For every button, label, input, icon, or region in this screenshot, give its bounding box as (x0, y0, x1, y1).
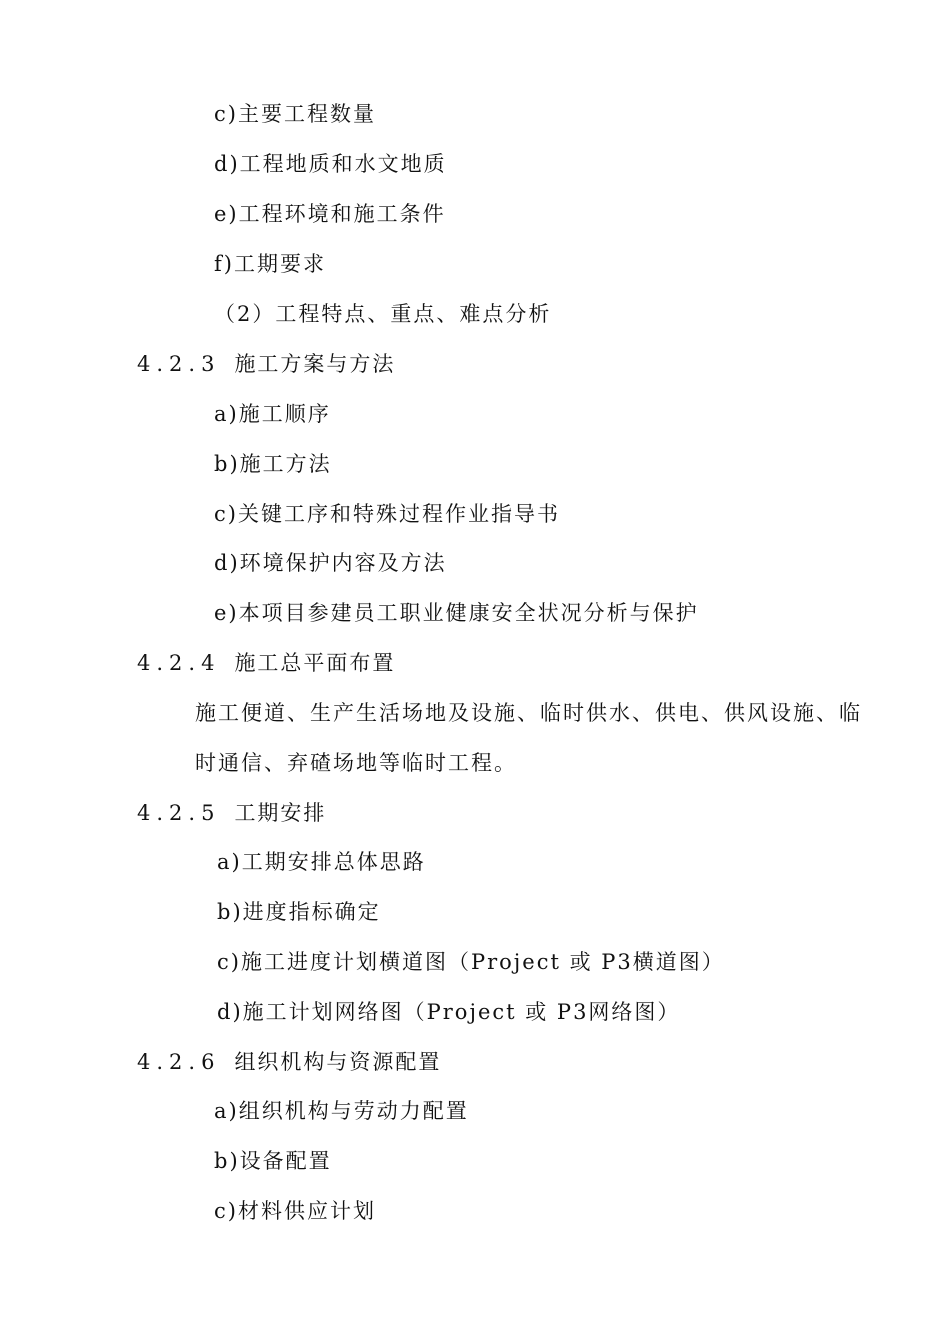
section-title: 施工方案与方法 (234, 352, 396, 376)
list-item: e)本项目参建员工职业健康安全状况分析与保护 (214, 601, 699, 625)
section-number: 4.2.5 (137, 801, 221, 825)
list-item: c)主要工程数量 (214, 102, 376, 126)
section-heading-4-2-3 (137, 350, 395, 378)
list-item: c)材料供应计划 (214, 1199, 376, 1223)
list-item: b)进度指标确定 (217, 900, 381, 924)
list-item: a)施工顺序 (214, 402, 331, 426)
section-heading-4-2-4 (137, 649, 395, 677)
section-title: 施工总平面布置 (234, 651, 396, 675)
paragraph-line: 施工便道、生产生活场地及设施、临时供水、供电、供风设施、临 (195, 701, 862, 725)
list-item: f)工期要求 (214, 252, 326, 276)
section-number: 4.2.6 (137, 1050, 221, 1074)
list-item: d)环境保护内容及方法 (214, 551, 447, 575)
list-item: c)关键工序和特殊过程作业指导书 (214, 502, 560, 526)
sub-heading: （2）工程特点、重点、难点分析 (214, 302, 552, 326)
section-heading-4-2-6 (137, 1048, 441, 1076)
list-item: b)设备配置 (214, 1149, 332, 1173)
paragraph-line: 时通信、弃碴场地等临时工程。 (195, 751, 517, 775)
section-title: 组织机构与资源配置 (234, 1050, 442, 1074)
section-title: 工期安排 (234, 801, 327, 825)
section-number: 4.2.4 (137, 651, 221, 675)
list-item: c)施工进度计划横道图（Project 或 P3横道图） (217, 950, 725, 974)
list-item: a)组织机构与劳动力配置 (214, 1099, 469, 1123)
list-item: a)工期安排总体思路 (217, 850, 426, 874)
list-item: d)施工计划网络图（Project 或 P3网络图） (217, 1000, 681, 1024)
section-number: 4.2.3 (137, 352, 221, 376)
section-heading-4-2-5 (137, 799, 326, 827)
list-item: d)工程地质和水文地质 (214, 152, 447, 176)
list-item: b)施工方法 (214, 452, 332, 476)
list-item: e)工程环境和施工条件 (214, 202, 446, 226)
